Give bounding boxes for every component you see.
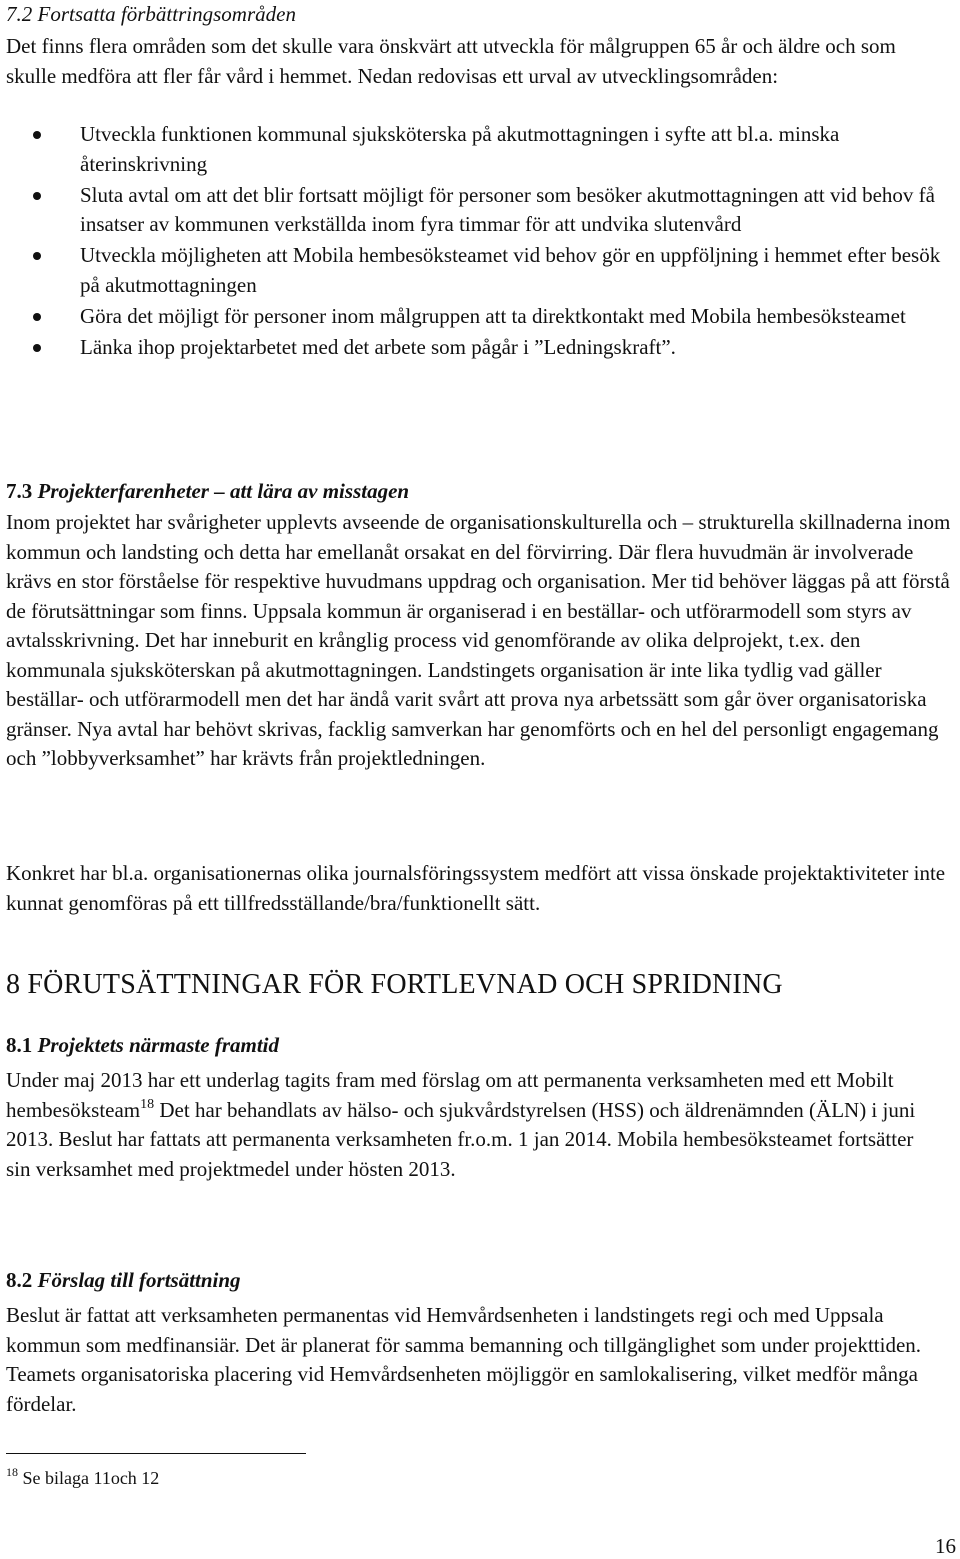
list-item <box>0 120 958 179</box>
section-8-2-number: 8.2 <box>6 1268 33 1292</box>
section-8-2-heading <box>6 1266 241 1295</box>
bullet-icon <box>33 313 41 321</box>
list-item <box>0 333 958 363</box>
section-8-1-heading <box>6 1031 279 1060</box>
list-item-text: Sluta avtal om att det blir fortsatt möjligt för personer som besöker akutmottagningen att vid behov få insatser av kommunen verkställda inom fyra timmar för att undvika slutenvård <box>80 182 935 236</box>
section-8-1-text-a: Under maj 2013 har ett underlag tagits fram med förslag om att permanenta verksamheten med ett Mobilt hembesöksteam <box>6 1068 894 1122</box>
list-item-text: Utveckla funktionen kommunal sjuksköterska på akutmottagningen i syfte att bl.a. minska återinskrivning <box>80 122 840 176</box>
section-8-2-paragraph: Beslut är fattat att verksamheten permanentas vid Hemvårdsenheten i landstingets regi och med Uppsala kommun som medfinansiär. Det är planerat för samma bemanning och tillgänglighet som under projekttiden. Teamets organisatoriska placering vid Hemvårdsenheten möjliggör en samlokalisering, vilket medför många fördelar. <box>6 1303 922 1416</box>
bullet-icon <box>33 192 41 200</box>
footnote-ref[interactable]: 18 <box>140 1096 155 1112</box>
list-item-text: Göra det möjligt för personer inom målgruppen att ta direktkontakt med Mobila hembesöksteamet <box>80 303 906 328</box>
improvement-list <box>0 120 958 364</box>
section-7-3-heading <box>6 477 409 506</box>
list-item <box>0 302 958 332</box>
footnote-number: 18 <box>6 1465 18 1479</box>
section-8-1-paragraph <box>6 1066 941 1184</box>
footnote-text: Se bilaga 11och 12 <box>22 1468 160 1488</box>
section-8-1-number: 8.1 <box>6 1033 33 1057</box>
section-7-3-paragraph-1: Inom projektet har svårigheter upplevts avseende de organisationskulturella och – strukturella skillnaderna inom kommun och landsting och detta har emellanåt orsakat en del förvirring. Där flera huvudmän är involverade krävs en stor förståelse för respektive huvudmans uppdrag och organisation. Mer tid behöver läggas på att förstå de förutsättningar som finns. Uppsala kommun är organiserad i en beställar- och utförarmodell som styrs av avtalsskrivning. Det har inneburit en krånglig process vid genomförande av olika delprojekt, t.ex. den kommunala sjuksköterskan på akutmottagningen. Landstingets organisation är inte lika tydlig vad gäller beställar- och utförarmodell men det har ändå varit svårt att prova nya arbetssätt som går över organisatoriska gränser. Nya avtal har behövt skrivas, facklig samverkan har genomförts och en hel del personligt engagemang och ”lobbyverksamhet” har krävts från projektledningen. <box>6 510 951 770</box>
section-7-3-number: 7.3 <box>6 479 33 503</box>
bullet-icon <box>33 252 41 260</box>
bullet-icon <box>33 344 41 352</box>
section-7-2-heading-text: 7.2 Fortsatta förbättringsområden <box>6 2 296 26</box>
list-item <box>0 181 958 240</box>
section-7-2-heading <box>6 0 296 29</box>
footnote <box>6 1466 159 1490</box>
list-item-text: Utveckla möjligheten att Mobila hembesöksteamet vid behov gör en uppföljning i hemmet efter besök på akutmottagningen <box>80 243 941 297</box>
section-8-2-title: Förslag till fortsättning <box>37 1268 241 1292</box>
bullet-icon <box>33 131 41 139</box>
page-number: 16 <box>935 1534 956 1558</box>
list-item-text: Länka ihop projektarbetet med det arbete som pågår i ”Ledningskraft”. <box>80 334 676 359</box>
section-8-1-text-b: Det har behandlats av hälso- och sjukvårdstyrelsen (HSS) och äldrenämnden (ÄLN) i juni 2013. Beslut har fattats att permanenta verksamheten fr.o.m. 1 jan 2014. Mobila hembesöksteamet fortsätter sin verksamhet med projektmedel under hösten 2013. <box>6 1097 916 1181</box>
chapter-8-heading: 8 FÖRUTSÄTTNINGAR FÖR FORTLEVNAD OCH SPRIDNING <box>6 969 783 1000</box>
footnote-divider <box>6 1453 306 1454</box>
section-7-3-title: Projekterfarenheter – att lära av misstagen <box>37 479 410 503</box>
section-7-3-paragraph-2: Konkret har bl.a. organisationernas olika journalsföringssystem medfört att vissa önskade projektaktiviteter inte kunnat genomföras på ett tillfredsställande/bra/funktionellt sätt. <box>6 861 946 915</box>
section-8-1-title: Projektets närmaste framtid <box>37 1033 279 1057</box>
list-item <box>0 241 958 300</box>
section-7-2-intro: Det finns flera områden som det skulle vara önskvärt att utveckla för målgruppen 65 år och äldre och som skulle medföra att fler får vård i hemmet. Nedan redovisas ett urval av utvecklingsområden: <box>6 34 896 88</box>
